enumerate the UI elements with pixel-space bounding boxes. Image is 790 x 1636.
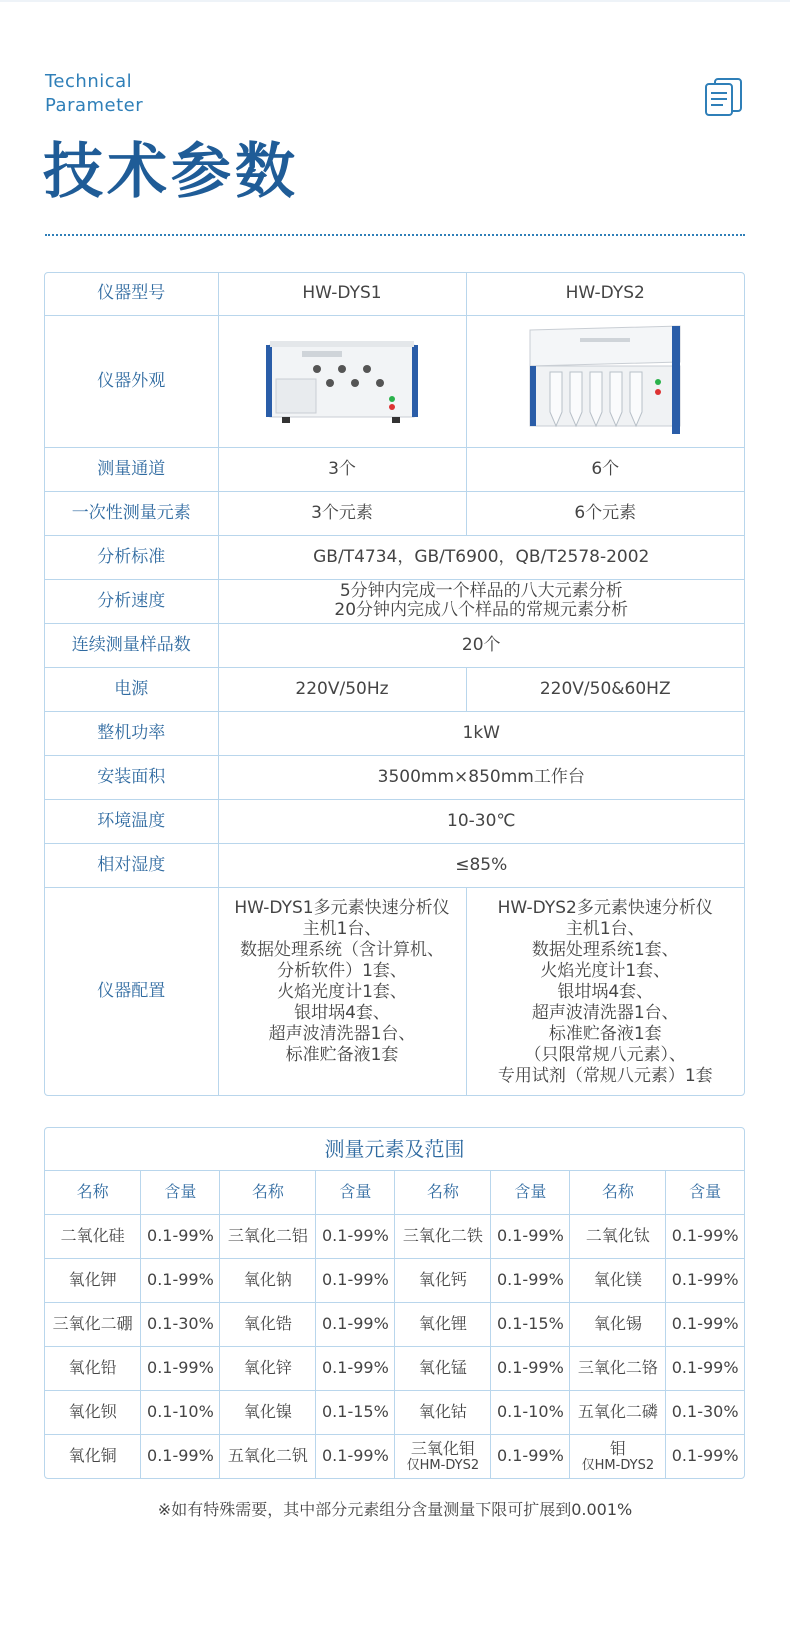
element-name: 五氧化二钒 bbox=[220, 1434, 316, 1478]
element-name: 五氧化二磷 bbox=[570, 1390, 666, 1434]
element-range: 0.1-99% bbox=[666, 1434, 744, 1478]
header-english-title bbox=[45, 70, 143, 118]
element-name bbox=[395, 1434, 491, 1478]
element-range: 0.1-15% bbox=[316, 1390, 395, 1434]
elements-1: 3个元素 bbox=[218, 491, 466, 535]
table-header-row bbox=[45, 1170, 744, 1214]
header-content: 含量 bbox=[316, 1170, 395, 1214]
element-name: 氧化钴 bbox=[395, 1390, 491, 1434]
element-name: 氧化钡 bbox=[45, 1390, 141, 1434]
header-content: 含量 bbox=[491, 1170, 570, 1214]
header-name: 名称 bbox=[45, 1170, 141, 1214]
element-name: 氧化镁 bbox=[570, 1258, 666, 1302]
config-2 bbox=[466, 887, 744, 1095]
table-row bbox=[45, 579, 744, 623]
config-line: 主机1台、 bbox=[565, 918, 645, 939]
config-line: 银坩埚4套、 bbox=[294, 1002, 390, 1023]
element-name: 二氧化硅 bbox=[45, 1214, 141, 1258]
page-title: 技术参数 bbox=[43, 137, 299, 207]
table-row bbox=[45, 843, 744, 887]
channels-2: 6个 bbox=[466, 447, 744, 491]
config-line: 数据处理系统（含计算机、 bbox=[240, 939, 444, 960]
table-row bbox=[45, 799, 744, 843]
element-name: 三氧化二铝 bbox=[220, 1214, 316, 1258]
row-label: 相对湿度 bbox=[45, 843, 218, 887]
element-range: 0.1-99% bbox=[666, 1302, 744, 1346]
element-range: 0.1-99% bbox=[491, 1346, 570, 1390]
element-name: 氧化钙 bbox=[395, 1258, 491, 1302]
table-row bbox=[45, 447, 744, 491]
element-name: 三氧化二铁 bbox=[395, 1214, 491, 1258]
table-row bbox=[45, 1258, 744, 1302]
config-line: 银坩埚4套、 bbox=[557, 981, 654, 1002]
page-header bbox=[45, 70, 745, 250]
element-range: 0.1-10% bbox=[491, 1390, 570, 1434]
row-label: 仪器配置 bbox=[45, 887, 218, 1095]
document-icon bbox=[703, 76, 745, 118]
config-1 bbox=[218, 887, 466, 1095]
header-content: 含量 bbox=[141, 1170, 220, 1214]
element-range: 0.1-30% bbox=[141, 1302, 220, 1346]
table-row bbox=[45, 667, 744, 711]
element-name-text: 钼 bbox=[609, 1438, 626, 1458]
power-1: 220V/50Hz bbox=[218, 667, 466, 711]
config-line: HW-DYS2多元素快速分析仪 bbox=[497, 897, 713, 918]
element-name: 氧化锡 bbox=[570, 1302, 666, 1346]
element-range: 0.1-99% bbox=[666, 1258, 744, 1302]
element-name: 氧化锆 bbox=[220, 1302, 316, 1346]
element-range: 0.1-15% bbox=[491, 1302, 570, 1346]
row-label: 分析标准 bbox=[45, 535, 218, 579]
element-name: 三氧化二硼 bbox=[45, 1302, 141, 1346]
element-range: 0.1-99% bbox=[316, 1346, 395, 1390]
model-2: HW-DYS2 bbox=[466, 273, 744, 315]
element-name: 氧化钠 bbox=[220, 1258, 316, 1302]
element-range: 0.1-99% bbox=[666, 1346, 744, 1390]
table-row bbox=[45, 1214, 744, 1258]
speed-line: 5分钟内完成一个样品的八大元素分析 bbox=[339, 581, 623, 601]
row-label: 一次性测量元素 bbox=[45, 491, 218, 535]
element-range: 0.1-99% bbox=[491, 1214, 570, 1258]
temp-value: 10-30℃ bbox=[218, 799, 744, 843]
power-2: 220V/50&60HZ bbox=[466, 667, 744, 711]
element-name: 氧化锰 bbox=[395, 1346, 491, 1390]
element-table bbox=[44, 1127, 745, 1479]
element-range: 0.1-99% bbox=[141, 1258, 220, 1302]
area-value: 3500mm×850mm工作台 bbox=[218, 755, 744, 799]
row-label: 分析速度 bbox=[45, 579, 218, 623]
config-line: 数据处理系统1套、 bbox=[531, 939, 679, 960]
header-name: 名称 bbox=[570, 1170, 666, 1214]
config-line: 超声波清洗器1台、 bbox=[531, 1002, 679, 1023]
table-row bbox=[45, 1302, 744, 1346]
row-label: 电源 bbox=[45, 667, 218, 711]
row-label: 连续测量样品数 bbox=[45, 623, 218, 667]
element-range: 0.1-10% bbox=[141, 1390, 220, 1434]
element-range: 0.1-99% bbox=[141, 1346, 220, 1390]
element-range: 0.1-99% bbox=[141, 1214, 220, 1258]
element-name bbox=[570, 1434, 666, 1478]
table-row bbox=[45, 755, 744, 799]
element-range: 0.1-99% bbox=[141, 1434, 220, 1478]
element-range: 0.1-30% bbox=[666, 1390, 744, 1434]
elements-2: 6个元素 bbox=[466, 491, 744, 535]
element-name: 氧化镍 bbox=[220, 1390, 316, 1434]
element-range: 0.1-99% bbox=[316, 1434, 395, 1478]
row-label: 仪器型号 bbox=[45, 273, 218, 315]
table-row bbox=[45, 887, 744, 1095]
table-row bbox=[45, 1390, 744, 1434]
config-line: 主机1台、 bbox=[302, 918, 382, 939]
speed-value bbox=[218, 579, 744, 623]
top-divider bbox=[0, 0, 790, 2]
config-line: （只限常规八元素）、 bbox=[524, 1044, 686, 1065]
element-name: 氧化钾 bbox=[45, 1258, 141, 1302]
config-line: HW-DYS1多元素快速分析仪 bbox=[234, 897, 450, 918]
title-en-line1: Technical bbox=[45, 71, 133, 92]
element-sub-note: 仅HM-DYS2 bbox=[406, 1457, 480, 1473]
element-table-title: 测量元素及范围 bbox=[45, 1128, 744, 1170]
element-name: 氧化铅 bbox=[45, 1346, 141, 1390]
element-range: 0.1-99% bbox=[316, 1302, 395, 1346]
config-line: 火焰光度计1套、 bbox=[277, 981, 407, 1002]
element-name: 氧化锌 bbox=[220, 1346, 316, 1390]
instrument-image-1 bbox=[218, 315, 466, 447]
header-name: 名称 bbox=[220, 1170, 316, 1214]
table-row bbox=[45, 1346, 744, 1390]
model-1: HW-DYS1 bbox=[218, 273, 466, 315]
table-row bbox=[45, 535, 744, 579]
element-name: 三氧化二铬 bbox=[570, 1346, 666, 1390]
config-line: 专用试剂（常规八元素）1套 bbox=[497, 1065, 713, 1086]
table-row bbox=[45, 1434, 744, 1478]
header-content: 含量 bbox=[666, 1170, 744, 1214]
table-row bbox=[45, 315, 744, 447]
element-range: 0.1-99% bbox=[316, 1258, 395, 1302]
instrument-1-image bbox=[262, 335, 422, 427]
footnote: ※如有特殊需要，其中部分元素组分含量测量下限可扩展到0.001% bbox=[157, 1500, 633, 1519]
element-name: 氧化铜 bbox=[45, 1434, 141, 1478]
row-label: 整机功率 bbox=[45, 711, 218, 755]
samples-value: 20个 bbox=[218, 623, 744, 667]
wattage-value: 1kW bbox=[218, 711, 744, 755]
element-range: 0.1-99% bbox=[666, 1214, 744, 1258]
element-name-text: 三氧化钼 bbox=[410, 1438, 475, 1458]
element-range: 0.1-99% bbox=[316, 1214, 395, 1258]
table-row bbox=[45, 273, 744, 315]
title-en-line2: Parameter bbox=[45, 95, 144, 116]
humidity-value: ≤85% bbox=[218, 843, 744, 887]
table-row bbox=[45, 623, 744, 667]
element-sub-note: 仅HM-DYS2 bbox=[581, 1457, 655, 1473]
standard-value: GB/T4734，GB/T6900，QB/T2578-2002 bbox=[218, 535, 744, 579]
dotted-divider bbox=[45, 234, 745, 236]
table-row bbox=[45, 711, 744, 755]
element-name: 氧化锂 bbox=[395, 1302, 491, 1346]
element-range: 0.1-99% bbox=[491, 1258, 570, 1302]
instrument-image-2 bbox=[466, 315, 744, 447]
row-label: 安装面积 bbox=[45, 755, 218, 799]
config-line: 标准贮备液1套 bbox=[285, 1044, 399, 1065]
table-row bbox=[45, 491, 744, 535]
channels-1: 3个 bbox=[218, 447, 466, 491]
spec-table bbox=[44, 272, 745, 1096]
instrument-2-image bbox=[520, 322, 690, 440]
row-label: 测量通道 bbox=[45, 447, 218, 491]
element-name: 二氧化钛 bbox=[570, 1214, 666, 1258]
row-label: 仪器外观 bbox=[45, 315, 218, 447]
config-line: 超声波清洗器1台、 bbox=[268, 1023, 416, 1044]
header-name: 名称 bbox=[395, 1170, 491, 1214]
element-range: 0.1-99% bbox=[491, 1434, 570, 1478]
config-line: 火焰光度计1套、 bbox=[540, 960, 671, 981]
config-line: 标准贮备液1套 bbox=[548, 1023, 662, 1044]
row-label: 环境温度 bbox=[45, 799, 218, 843]
config-line: 分析软件）1套、 bbox=[277, 960, 407, 981]
speed-line: 20分钟内完成八个样品的常规元素分析 bbox=[334, 600, 629, 620]
